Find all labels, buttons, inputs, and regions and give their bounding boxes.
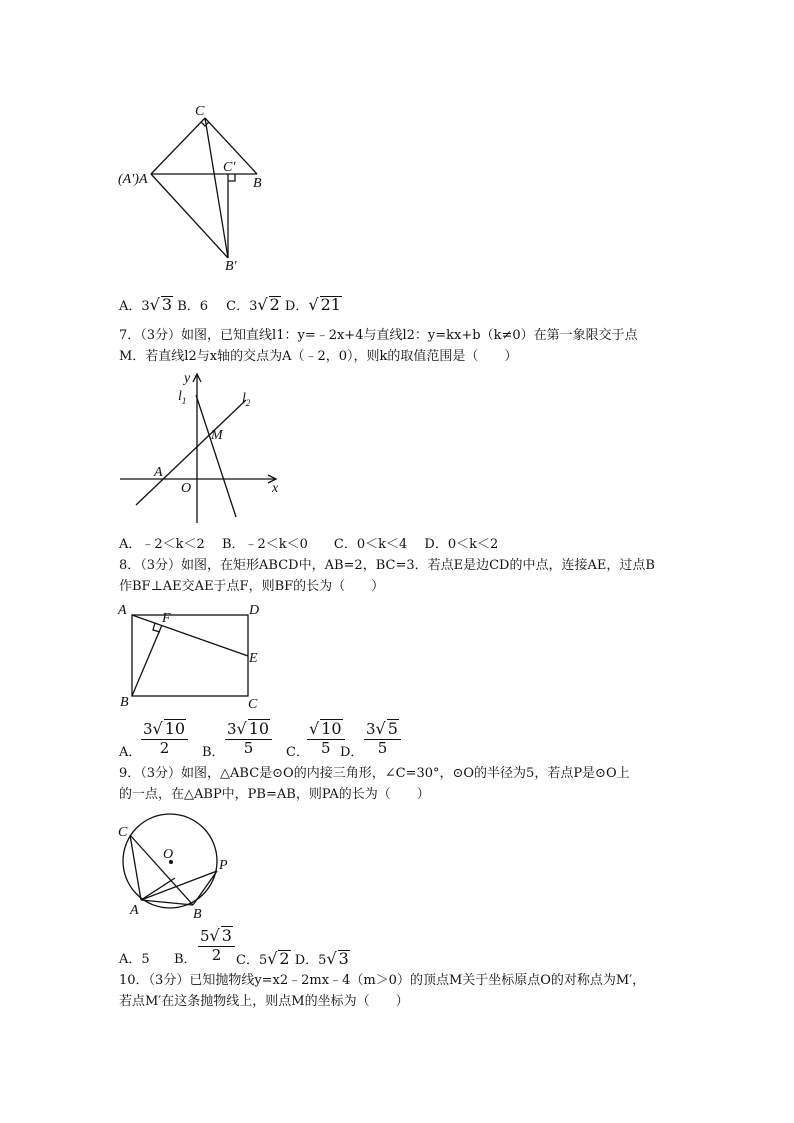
q7-options: A．﹣2＜k＜2 B．﹣2＜k＜0 C．0＜k＜4 D．0＜k＜2 [119, 537, 499, 552]
q8-option-d-fraction: $\frac{3√ 5}{5}$ [364, 719, 401, 757]
q8-option-b-fraction: $\frac{3√ 10}{5}$ [225, 719, 272, 757]
q7-axis-y: y [184, 371, 191, 386]
q7-axis-x: x [272, 481, 279, 496]
q8-option-a-fraction: $\frac{3√ 10}{2}$ [141, 719, 188, 757]
q8-label-D: D [249, 603, 260, 618]
q8-label-F: F [162, 611, 171, 626]
q8-label-C: C [248, 697, 258, 712]
q6-option-d: D．√ 21 [284, 295, 341, 314]
q9-option-a: A．5 [119, 952, 150, 967]
q7-label-A: A [154, 465, 163, 480]
q7-label-l2: $l_2$ [242, 391, 251, 408]
q9-figure [115, 816, 235, 921]
q7-figure [118, 368, 288, 528]
q8-stem-line2: 作BF⊥AE交AE于点F，则BF的长为（ ） [119, 579, 385, 594]
q9-option-c: C．5√ 2 [236, 949, 290, 968]
q9-option-b-fraction: $\frac{5√ 3}{2}$ [198, 926, 235, 964]
q8-option-a-label: A． [119, 745, 142, 760]
q9-label-B: B [193, 907, 202, 922]
q6-figure [115, 100, 275, 280]
q8-option-c-label: C． [286, 745, 309, 760]
fig6-label-Cprime: C′ [223, 160, 236, 175]
q8-figure [115, 600, 275, 712]
q8-label-A: A [118, 603, 127, 618]
fig6-label-C: C [195, 104, 205, 119]
q8-option-b-label: B． [202, 745, 225, 760]
fig6-label-B: B [253, 176, 262, 191]
q6-options [119, 296, 342, 315]
q9-option-b-label: B． [174, 952, 197, 967]
q7-stem-line1: 7．（3分）如图，已知直线l1：y=﹣2x+4与直线l2：y=kx+b（k≠0）在第一象限交于点 [119, 328, 638, 343]
q9-option-d: D．5√ 3 [294, 949, 349, 968]
q8-stem-line1: 8．（3分）如图，在矩形ABCD中，AB=2，BC=3．若点E是边CD的中点，连接AE，过点B [119, 558, 655, 573]
q8-option-d-label: D． [340, 745, 364, 760]
q7-label-M: M [211, 428, 223, 443]
q6-option-a: A．3√ 3 [119, 295, 173, 314]
q7-stem-line2: M．若直线l2与x轴的交点为A（﹣2，0），则k的取值范围是（ ） [119, 349, 518, 364]
q9-label-C: C [118, 825, 128, 840]
q10-stem-line2: 若点M′在这条抛物线上，则点M的坐标为（ ） [119, 994, 409, 1009]
q7-label-l1: $l_1$ [178, 389, 187, 406]
q9-stem-line2: 的一点，在△ABP中，PB=AB，则PA的长为（ ） [119, 787, 430, 802]
q9-label-P: P [219, 858, 228, 873]
q9-label-O: O [163, 847, 174, 862]
q8-option-c-fraction: $\frac{√ 10}{5}$ [307, 719, 345, 757]
fig6-label-A: (A′)A [118, 172, 148, 187]
q6-option-b: B．6 [177, 299, 209, 314]
q9-options-cd [236, 950, 350, 969]
q7-label-O: O [181, 481, 192, 496]
q10-stem-line1: 10．（3分）已知抛物线y=x2﹣2mx﹣4（m＞0）的顶点M关于坐标原点O的对称点为M′， [119, 973, 646, 988]
q9-label-A: A [130, 903, 139, 918]
q8-label-E: E [249, 651, 258, 666]
q8-label-B: B [120, 695, 129, 710]
q6-option-c: C．3√ 2 [226, 295, 280, 314]
q9-stem-line1: 9．（3分）如图，△ABC是⊙O的内接三角形，∠C=30°，⊙O的半径为5，若点P是⊙O上 [119, 766, 630, 781]
fig6-label-Bprime: B′ [225, 259, 237, 274]
